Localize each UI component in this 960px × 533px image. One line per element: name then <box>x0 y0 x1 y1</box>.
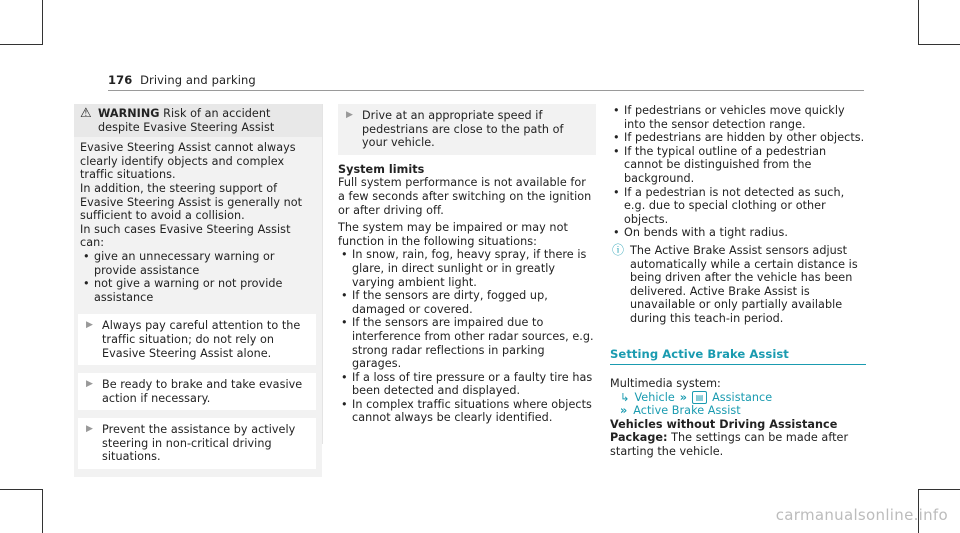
list-item: • give an unnecessary warning or provide assistance <box>80 250 314 277</box>
final-bold: Vehicles without Driving Assistance Package: <box>610 417 838 445</box>
note-block <box>610 244 866 326</box>
warning-header <box>74 104 322 137</box>
tip-box <box>78 418 316 469</box>
tip-text: Prevent the assistance by actively steering in non-critical driving situations. <box>102 423 296 464</box>
warning-triangle-icon: ⚠ <box>80 106 92 121</box>
warning-body <box>74 137 322 477</box>
column-1 <box>74 104 322 477</box>
section-heading: System limits <box>338 162 425 176</box>
page-number: 176 <box>108 73 133 87</box>
tip-text: Always pay careful attention to the traffic situation; do not rely on Evasive Steering Assist alone. <box>102 319 301 360</box>
crop-mark <box>0 489 43 490</box>
menu-label: Multimedia system: <box>610 377 721 391</box>
section-title: Driving and parking <box>140 73 256 87</box>
paragraph: The system may be impaired or may not function in the following situations: <box>338 221 568 248</box>
crop-mark <box>918 44 960 45</box>
tip-box <box>338 104 596 155</box>
menu-path <box>610 391 866 405</box>
list-item: • If pedestrians or vehicles move quickly into the sensor detection range. <box>610 104 866 131</box>
crop-mark <box>42 489 43 533</box>
paragraph: Full system performance is not available for a few seconds after switching on the ignition or after driving off. <box>338 176 592 217</box>
tip-text: Be ready to brake and take evasive action if necessary. <box>102 378 303 405</box>
limits-list-continued <box>610 104 866 240</box>
header-rule <box>108 90 864 91</box>
list-item: • On bends with a tight radius. <box>610 226 866 240</box>
warning-label: WARNING <box>98 107 160 120</box>
warning-para: In such cases Evasive Steering Assist can: <box>80 222 291 250</box>
tip-text: Drive at an appropriate speed if pedestrians are close to the path of your vehicle. <box>362 109 564 150</box>
final-text: The settings can be made after starting the vehicle. <box>610 431 849 459</box>
limits-list <box>338 248 596 425</box>
arrow-right-icon: ▶ <box>86 320 93 331</box>
warning-para: Evasive Steering Assist cannot always clearly identify objects and complex traffic situations. <box>80 141 296 182</box>
warning-title: Risk of an accident despite Evasive Steering Assist <box>98 107 275 134</box>
car-icon: ▤ <box>692 391 707 404</box>
crop-mark <box>918 0 919 44</box>
arrow-right-icon: ▶ <box>346 110 353 120</box>
column-2 <box>338 104 596 425</box>
list-item: • If a loss of tire pressure or a faulty tire has been detected and displayed. <box>338 371 596 398</box>
list-item: • If the sensors are impaired due to interference from other radar sources, e.g. strong radar reflections in parking garages. <box>338 316 596 370</box>
tip-box <box>78 314 316 365</box>
arrow-right-icon: ▶ <box>86 379 93 390</box>
crop-mark <box>0 44 43 45</box>
info-icon: ⓘ <box>612 242 625 257</box>
list-item: • If a pedestrian is not detected as such, e.g. due to special clothing or other objects. <box>610 186 866 227</box>
menu-item-active-brake-assist[interactable]: Active Brake Assist <box>633 404 741 418</box>
list-item: • not give a warning or not provide assistance <box>80 277 314 304</box>
warning-bullets <box>80 250 314 304</box>
list-item: • If pedestrians are hidden by other objects. <box>610 131 866 145</box>
note-text: The Active Brake Assist sensors adjust automatically while a certain distance is being driven after the vehicle has been delivered. Active Brake Assist is unavailable or only partially available during this teach-in period. <box>630 243 858 325</box>
double-chevron-icon: » <box>679 390 688 404</box>
column-3 <box>610 104 866 459</box>
list-item: • If the sensors are dirty, fogged up, damaged or covered. <box>338 289 596 316</box>
final-paragraph <box>610 418 866 459</box>
column-divider <box>322 104 323 444</box>
watermark: carmanualsonline.info <box>775 506 948 524</box>
arrow-right-icon: ▶ <box>86 424 93 435</box>
double-chevron-icon: » <box>620 404 628 418</box>
crop-mark <box>42 0 43 44</box>
section-heading: Setting Active Brake Assist <box>610 348 866 366</box>
list-item: • In complex traffic situations where objects cannot always be clearly identified. <box>338 398 596 425</box>
tip-box <box>78 373 316 410</box>
menu-item-assistance[interactable]: Assistance <box>712 390 773 404</box>
list-item: • If the typical outline of a pedestrian cannot be distinguished from the background. <box>610 145 866 186</box>
crop-mark <box>918 489 960 490</box>
list-item: • In snow, rain, fog, heavy spray, if there is glare, in direct sunlight or in greatly varying ambient light. <box>338 248 596 289</box>
menu-path <box>610 404 866 418</box>
menu-item-vehicle[interactable]: Vehicle <box>634 390 675 404</box>
page-header <box>108 73 256 87</box>
warning-para: In addition, the steering support of Evasive Steering Assist is generally not sufficient to avoid a collision. <box>80 181 303 223</box>
return-arrow-icon: ↳ <box>620 390 630 404</box>
